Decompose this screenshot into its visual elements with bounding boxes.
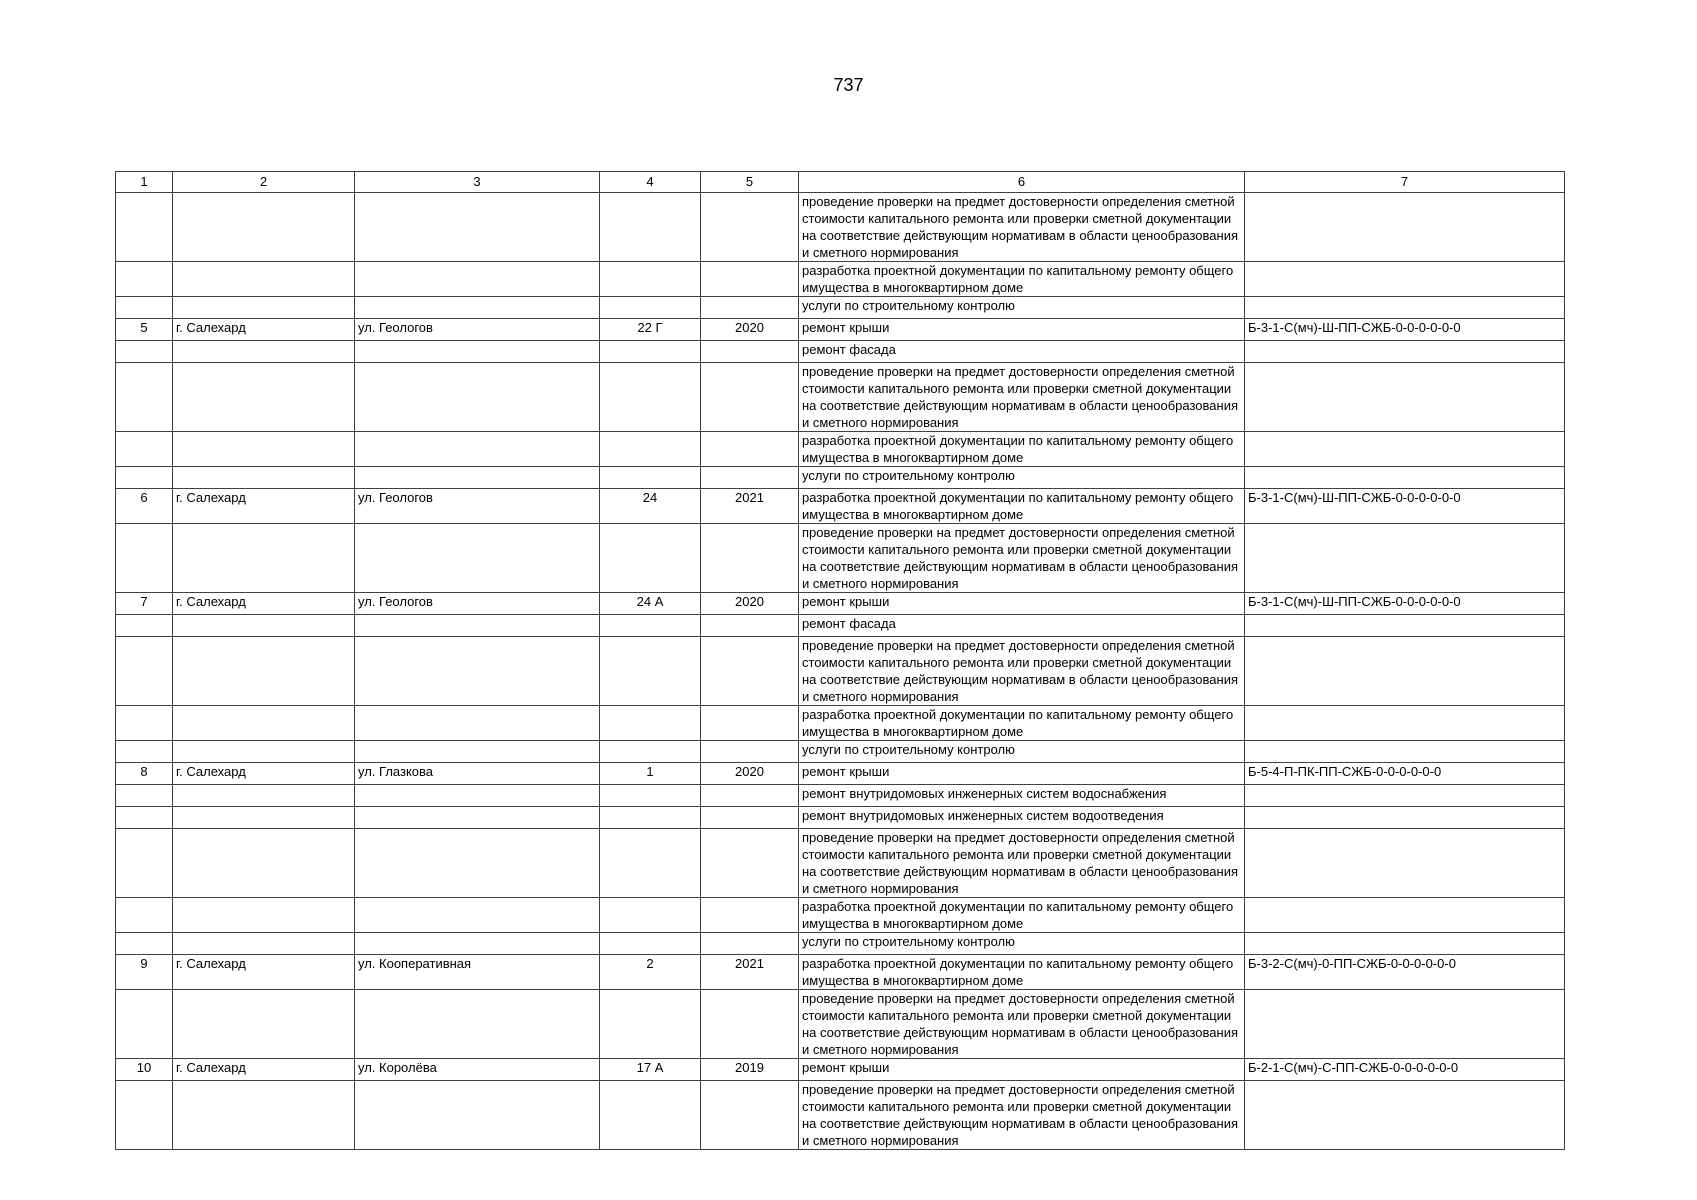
- cell-year: [701, 615, 799, 637]
- table-row: [116, 341, 1565, 363]
- cell-year: [701, 637, 799, 706]
- cell-year: [701, 990, 799, 1059]
- table-row: [116, 933, 1565, 955]
- cell-year: [701, 432, 799, 467]
- cell-row-number: [116, 898, 173, 933]
- cell-year: [701, 741, 799, 763]
- cell-work-type: услуги по строительному контролю: [799, 741, 1245, 763]
- cell-street: ул. Геологов: [355, 319, 600, 341]
- cell-year: [701, 1081, 799, 1150]
- cell-project-code: [1245, 807, 1565, 829]
- cell-street: [355, 829, 600, 898]
- cell-year: [701, 363, 799, 432]
- table-row: [116, 489, 1565, 524]
- table-row: [116, 262, 1565, 297]
- cell-house-number: [600, 341, 701, 363]
- table-row: [116, 706, 1565, 741]
- table-row: [116, 1059, 1565, 1081]
- cell-street: [355, 615, 600, 637]
- cell-work-type: ремонт крыши: [799, 319, 1245, 341]
- cell-city: [173, 297, 355, 319]
- cell-work-type: разработка проектной документации по капитальному ремонту общего имущества в многоквартирном доме: [799, 262, 1245, 297]
- cell-city: [173, 1081, 355, 1150]
- cell-street: [355, 741, 600, 763]
- cell-city: [173, 432, 355, 467]
- table-row: [116, 955, 1565, 990]
- cell-project-code: [1245, 432, 1565, 467]
- table-row: [116, 467, 1565, 489]
- column-header-4: 4: [600, 172, 701, 193]
- cell-year: 2020: [701, 319, 799, 341]
- cell-street: [355, 1081, 600, 1150]
- cell-street: [355, 432, 600, 467]
- cell-work-type: разработка проектной документации по капитальному ремонту общего имущества в многоквартирном доме: [799, 489, 1245, 524]
- cell-project-code: [1245, 829, 1565, 898]
- column-header-2: 2: [173, 172, 355, 193]
- cell-work-type: ремонт внутридомовых инженерных систем водоснабжения: [799, 785, 1245, 807]
- cell-row-number: [116, 524, 173, 593]
- cell-row-number: 5: [116, 319, 173, 341]
- cell-house-number: [600, 297, 701, 319]
- cell-row-number: [116, 990, 173, 1059]
- cell-house-number: [600, 1081, 701, 1150]
- cell-house-number: [600, 990, 701, 1059]
- cell-house-number: [600, 615, 701, 637]
- cell-row-number: [116, 193, 173, 262]
- cell-work-type: ремонт фасада: [799, 615, 1245, 637]
- cell-year: [701, 262, 799, 297]
- cell-project-code: Б-3-1-С(мч)-Ш-ПП-СЖБ-0-0-0-0-0-0: [1245, 489, 1565, 524]
- cell-street: [355, 637, 600, 706]
- cell-year: 2021: [701, 955, 799, 990]
- table-header: [116, 172, 1565, 193]
- cell-work-type: ремонт крыши: [799, 593, 1245, 615]
- cell-row-number: [116, 706, 173, 741]
- column-header-1: 1: [116, 172, 173, 193]
- cell-year: [701, 524, 799, 593]
- cell-project-code: [1245, 297, 1565, 319]
- table-body: [116, 193, 1565, 1150]
- cell-row-number: [116, 933, 173, 955]
- cell-street: ул. Королёва: [355, 1059, 600, 1081]
- cell-year: [701, 898, 799, 933]
- cell-row-number: 8: [116, 763, 173, 785]
- cell-work-type: проведение проверки на предмет достоверности определения сметной стоимости капитального ремонта или проверки сметной документации на соответствие действующим нормативам в области ценообразования и сметного нормирования: [799, 990, 1245, 1059]
- repair-program-table: [115, 171, 1565, 1150]
- cell-house-number: 24: [600, 489, 701, 524]
- cell-work-type: ремонт внутридомовых инженерных систем водоотведения: [799, 807, 1245, 829]
- cell-city: [173, 785, 355, 807]
- cell-city: [173, 193, 355, 262]
- cell-project-code: Б-2-1-С(мч)-С-ПП-СЖБ-0-0-0-0-0-0: [1245, 1059, 1565, 1081]
- cell-house-number: 24 А: [600, 593, 701, 615]
- cell-project-code: Б-3-1-С(мч)-Ш-ПП-СЖБ-0-0-0-0-0-0: [1245, 593, 1565, 615]
- cell-street: [355, 706, 600, 741]
- cell-street: ул. Геологов: [355, 489, 600, 524]
- cell-row-number: [116, 807, 173, 829]
- cell-house-number: [600, 363, 701, 432]
- table-row: [116, 807, 1565, 829]
- cell-city: [173, 262, 355, 297]
- cell-year: [701, 341, 799, 363]
- cell-house-number: [600, 829, 701, 898]
- cell-year: [701, 706, 799, 741]
- cell-house-number: 22 Г: [600, 319, 701, 341]
- cell-project-code: [1245, 363, 1565, 432]
- table-row: [116, 741, 1565, 763]
- cell-row-number: [116, 741, 173, 763]
- cell-work-type: разработка проектной документации по капитальному ремонту общего имущества в многоквартирном доме: [799, 955, 1245, 990]
- table-row: [116, 829, 1565, 898]
- cell-work-type: проведение проверки на предмет достоверности определения сметной стоимости капитального ремонта или проверки сметной документации на соответствие действующим нормативам в области ценообразования и сметного нормирования: [799, 193, 1245, 262]
- cell-street: [355, 524, 600, 593]
- cell-project-code: [1245, 615, 1565, 637]
- cell-city: [173, 807, 355, 829]
- cell-city: [173, 637, 355, 706]
- cell-year: [701, 829, 799, 898]
- cell-row-number: [116, 615, 173, 637]
- table-row: [116, 637, 1565, 706]
- table-row: [116, 593, 1565, 615]
- cell-city: г. Салехард: [173, 763, 355, 785]
- cell-city: [173, 467, 355, 489]
- table-row: [116, 524, 1565, 593]
- cell-street: ул. Кооперативная: [355, 955, 600, 990]
- cell-work-type: разработка проектной документации по капитальному ремонту общего имущества в многоквартирном доме: [799, 898, 1245, 933]
- cell-year: [701, 297, 799, 319]
- header-row: [116, 172, 1565, 193]
- cell-street: [355, 193, 600, 262]
- cell-street: [355, 807, 600, 829]
- cell-row-number: [116, 785, 173, 807]
- cell-house-number: 1: [600, 763, 701, 785]
- column-header-6: 6: [799, 172, 1245, 193]
- cell-house-number: [600, 432, 701, 467]
- cell-row-number: [116, 829, 173, 898]
- cell-year: [701, 467, 799, 489]
- cell-street: [355, 341, 600, 363]
- cell-city: [173, 829, 355, 898]
- table-row: [116, 432, 1565, 467]
- cell-work-type: услуги по строительному контролю: [799, 933, 1245, 955]
- column-header-3: 3: [355, 172, 600, 193]
- cell-row-number: [116, 637, 173, 706]
- cell-project-code: [1245, 193, 1565, 262]
- cell-house-number: [600, 193, 701, 262]
- cell-row-number: 10: [116, 1059, 173, 1081]
- cell-house-number: [600, 706, 701, 741]
- cell-work-type: ремонт фасада: [799, 341, 1245, 363]
- cell-city: [173, 933, 355, 955]
- cell-city: [173, 363, 355, 432]
- cell-work-type: проведение проверки на предмет достоверности определения сметной стоимости капитального ремонта или проверки сметной документации на соответствие действующим нормативам в области ценообразования и сметного нормирования: [799, 524, 1245, 593]
- cell-city: г. Салехард: [173, 319, 355, 341]
- cell-year: [701, 193, 799, 262]
- cell-city: г. Салехард: [173, 489, 355, 524]
- column-header-7: 7: [1245, 172, 1565, 193]
- cell-house-number: [600, 467, 701, 489]
- cell-row-number: 9: [116, 955, 173, 990]
- cell-row-number: [116, 297, 173, 319]
- cell-work-type: услуги по строительному контролю: [799, 467, 1245, 489]
- cell-city: [173, 741, 355, 763]
- cell-city: г. Салехард: [173, 1059, 355, 1081]
- cell-street: [355, 262, 600, 297]
- cell-work-type: разработка проектной документации по капитальному ремонту общего имущества в многоквартирном доме: [799, 432, 1245, 467]
- cell-work-type: проведение проверки на предмет достоверности определения сметной стоимости капитального ремонта или проверки сметной документации на соответствие действующим нормативам в области ценообразования и сметного нормирования: [799, 637, 1245, 706]
- cell-work-type: проведение проверки на предмет достоверности определения сметной стоимости капитального ремонта или проверки сметной документации на соответствие действующим нормативам в области ценообразования и сметного нормирования: [799, 363, 1245, 432]
- cell-street: ул. Геологов: [355, 593, 600, 615]
- cell-year: [701, 933, 799, 955]
- cell-project-code: Б-5-4-П-ПК-ПП-СЖБ-0-0-0-0-0-0: [1245, 763, 1565, 785]
- cell-project-code: [1245, 785, 1565, 807]
- cell-street: [355, 467, 600, 489]
- table-row: [116, 990, 1565, 1059]
- cell-house-number: [600, 898, 701, 933]
- cell-project-code: [1245, 933, 1565, 955]
- page-number: 737: [833, 75, 864, 95]
- cell-year: 2021: [701, 489, 799, 524]
- cell-project-code: [1245, 898, 1565, 933]
- table-row: [116, 898, 1565, 933]
- cell-house-number: 2: [600, 955, 701, 990]
- cell-city: г. Салехард: [173, 955, 355, 990]
- cell-year: [701, 785, 799, 807]
- table-row: [116, 785, 1565, 807]
- cell-house-number: [600, 933, 701, 955]
- cell-house-number: [600, 524, 701, 593]
- cell-row-number: [116, 341, 173, 363]
- cell-year: 2020: [701, 763, 799, 785]
- cell-city: [173, 898, 355, 933]
- cell-work-type: услуги по строительному контролю: [799, 297, 1245, 319]
- cell-street: [355, 363, 600, 432]
- cell-row-number: [116, 1081, 173, 1150]
- cell-city: [173, 990, 355, 1059]
- cell-project-code: [1245, 467, 1565, 489]
- cell-work-type: проведение проверки на предмет достоверности определения сметной стоимости капитального ремонта или проверки сметной документации на соответствие действующим нормативам в области ценообразования и сметного нормирования: [799, 1081, 1245, 1150]
- cell-project-code: [1245, 706, 1565, 741]
- cell-year: [701, 807, 799, 829]
- table-row: [116, 1081, 1565, 1150]
- cell-street: ул. Глазкова: [355, 763, 600, 785]
- table-row: [116, 363, 1565, 432]
- cell-project-code: [1245, 990, 1565, 1059]
- cell-row-number: 7: [116, 593, 173, 615]
- cell-project-code: [1245, 741, 1565, 763]
- table-row: [116, 193, 1565, 262]
- cell-city: [173, 341, 355, 363]
- table-row: [116, 297, 1565, 319]
- cell-house-number: [600, 262, 701, 297]
- cell-project-code: Б-3-1-С(мч)-Ш-ПП-СЖБ-0-0-0-0-0-0: [1245, 319, 1565, 341]
- cell-project-code: [1245, 262, 1565, 297]
- cell-year: 2019: [701, 1059, 799, 1081]
- cell-street: [355, 933, 600, 955]
- cell-work-type: проведение проверки на предмет достоверности определения сметной стоимости капитального ремонта или проверки сметной документации на соответствие действующим нормативам в области ценообразования и сметного нормирования: [799, 829, 1245, 898]
- cell-project-code: [1245, 524, 1565, 593]
- cell-year: 2020: [701, 593, 799, 615]
- cell-project-code: [1245, 341, 1565, 363]
- cell-row-number: 6: [116, 489, 173, 524]
- table-row: [116, 763, 1565, 785]
- table-row: [116, 615, 1565, 637]
- cell-city: [173, 524, 355, 593]
- cell-street: [355, 785, 600, 807]
- cell-work-type: ремонт крыши: [799, 763, 1245, 785]
- cell-house-number: 17 А: [600, 1059, 701, 1081]
- cell-city: г. Салехард: [173, 593, 355, 615]
- cell-row-number: [116, 262, 173, 297]
- cell-row-number: [116, 467, 173, 489]
- cell-street: [355, 990, 600, 1059]
- cell-house-number: [600, 807, 701, 829]
- cell-house-number: [600, 785, 701, 807]
- cell-city: [173, 615, 355, 637]
- cell-work-type: ремонт крыши: [799, 1059, 1245, 1081]
- cell-street: [355, 898, 600, 933]
- cell-project-code: [1245, 1081, 1565, 1150]
- column-header-5: 5: [701, 172, 799, 193]
- cell-house-number: [600, 637, 701, 706]
- cell-work-type: разработка проектной документации по капитальному ремонту общего имущества в многоквартирном доме: [799, 706, 1245, 741]
- cell-house-number: [600, 741, 701, 763]
- cell-city: [173, 706, 355, 741]
- table-row: [116, 319, 1565, 341]
- cell-project-code: [1245, 637, 1565, 706]
- cell-street: [355, 297, 600, 319]
- cell-row-number: [116, 363, 173, 432]
- cell-project-code: Б-3-2-С(мч)-0-ПП-СЖБ-0-0-0-0-0-0: [1245, 955, 1565, 990]
- cell-row-number: [116, 432, 173, 467]
